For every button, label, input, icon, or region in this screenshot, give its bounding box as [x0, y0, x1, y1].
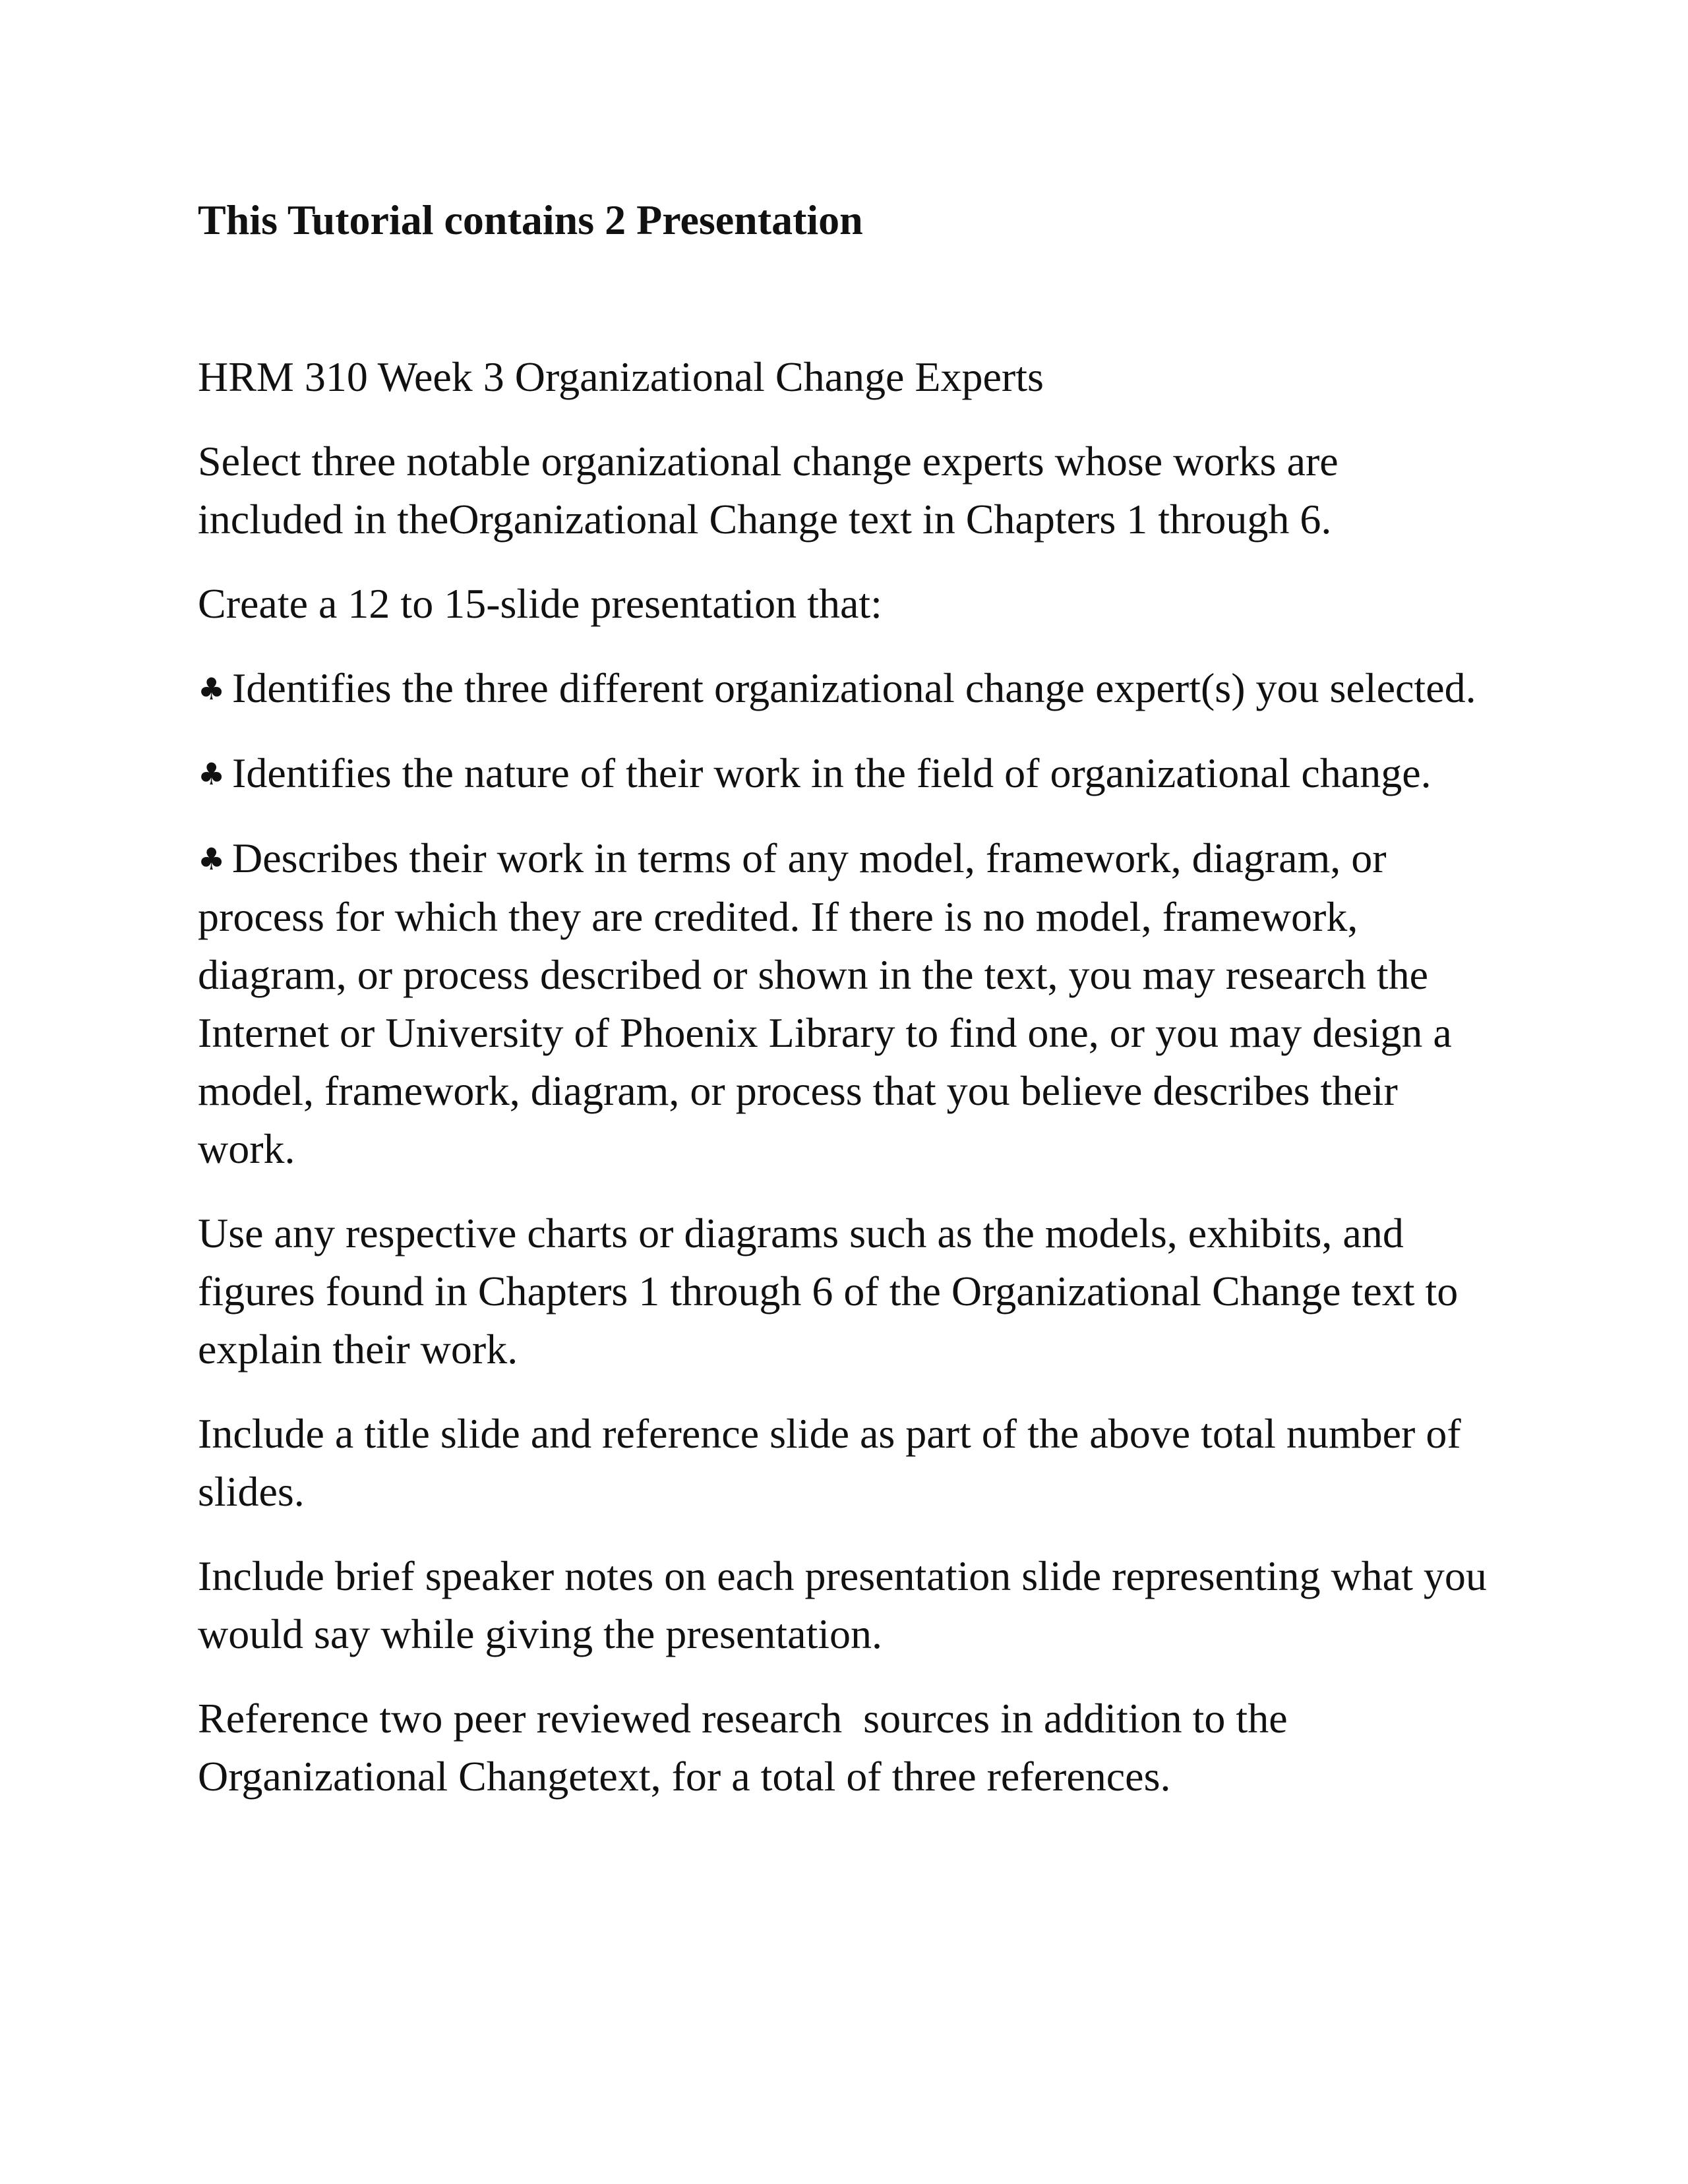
- bullet-item: [198, 659, 1490, 718]
- bullet-text: Identifies the three different organizational change expert(s) you selected.: [232, 664, 1476, 711]
- body-paragraph: Use any respective charts or diagrams such as the models, exhibits, and figures found in Chapters 1 through 6 of the Organizational Change text to explain their work.: [198, 1210, 1459, 1372]
- document-heading: This Tutorial contains 2 Presentation: [198, 196, 863, 243]
- club-bullet-icon: ♣: [198, 671, 226, 707]
- body-paragraph: Reference two peer reviewed research sources in addition to the Organizational Changetext, for a total of three references.: [198, 1695, 1298, 1800]
- club-bullet-icon: ♣: [198, 841, 226, 877]
- bullet-text: Identifies the nature of their work in the field of organizational change.: [232, 750, 1432, 796]
- bullet-item: [198, 744, 1490, 803]
- intro-paragraph: Select three notable organizational change experts whose works are included in theOrganizational Change text in Chapters 1 through 6.: [198, 438, 1339, 543]
- body-paragraph: Include a title slide and reference slide as part of the above total number of slides.: [198, 1410, 1461, 1515]
- bullet-item: [198, 829, 1490, 1178]
- club-bullet-icon: ♣: [198, 756, 226, 792]
- document-page: [198, 191, 1490, 1832]
- create-line: Create a 12 to 15-slide presentation that:: [198, 580, 882, 627]
- assignment-title: HRM 310 Week 3 Organizational Change Experts: [198, 353, 1044, 400]
- body-paragraph: Include brief speaker notes on each presentation slide representing what you would say while giving the presentation.: [198, 1552, 1487, 1657]
- bullet-text: Describes their work in terms of any model, framework, diagram, or process for which they are credited. If there is no model, framework, diagram, or process described or shown in the text, you may research the Internet or University of Phoenix Library to find one, or you may design a model, framework, diagram, or process that you believe describes their work.: [198, 835, 1452, 1172]
